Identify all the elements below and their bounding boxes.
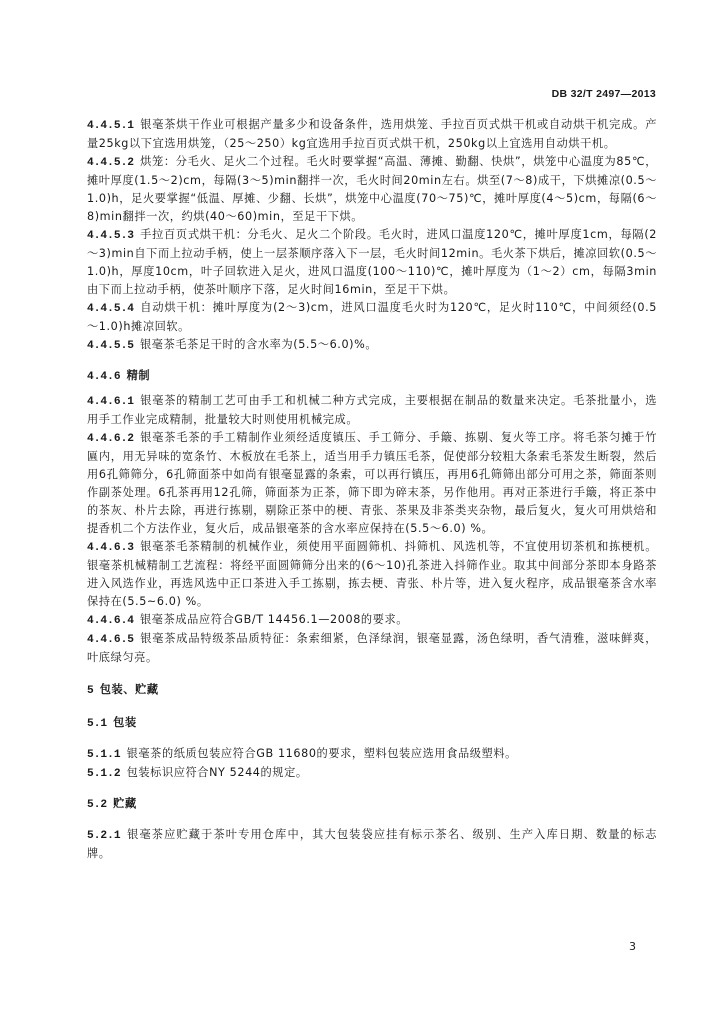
section-heading (87, 367, 657, 386)
clause-text: 银毫茶毛茶的手工精制作业须经适度镇压、手工筛分、手簸、拣剔、复火等工序。将毛茶匀摊于竹匾内，用无异味的宽条竹、木板放在毛茶上，适当用手力镇压毛茶，促使部分较粗大条索毛茶发生断裂，然后用6孔筛筛分，6孔筛面茶中如尚有银毫显露的条索，可以再行镇压，再用6孔筛筛出部分可用之茶，筛面茶则作副茶处理。6孔茶再用12孔筛，筛面茶为正茶，筛下即为碎末茶，另作他用。再对正茶进行手簸，将正茶中的茶灰、朴片去除，再进行拣剔，剔除正茶中的梗、青张、茶果及非茶类夹杂物，最后复火，复火可用烘焙和提香机二个方法作业，复火后，成品银毫茶的含水率应保持在(5.5～6.0) %。 (87, 431, 657, 535)
spacer (87, 814, 657, 826)
clause-text: 银毫茶烘干作业可根据产量多少和设备条件，选用烘笼、手拉百页式烘干机或自动烘干机完成。产量25kg以下宜选用烘笼，（25～250）kg宜选用手拉百页式烘干机，250kg以上宜选用自动烘干机。 (87, 118, 657, 150)
clause-number: 4.4.6.5 (87, 634, 134, 646)
document-body (87, 116, 657, 863)
clause-number: 5.1.1 (87, 749, 121, 761)
clause-paragraph (87, 336, 657, 355)
heading-text: 包装 (113, 716, 137, 729)
clause-number: 4.4.5.2 (87, 157, 134, 169)
clause-text: 烘笼：分毛火、足火二个过程。毛火时要掌握“高温、薄摊、勤翻、快烘”，烘笼中心温度为85℃，摊叶厚度(1.5～2)cm，每隔(3～5)min翻拌一次，毛火时间20min左右。烘至(7～8)成干，下烘摊凉(0.5～1.0)h，足火要掌握“低温、厚摊、少翻、长烘”，烘笼中心温度(70～75)℃，摊叶厚度(4～5)cm，每隔(6～8)min翻拌一次，约烘(40～60)min，至足干下烘。 (87, 155, 657, 223)
clause-paragraph (87, 392, 657, 429)
clause-paragraph (87, 538, 657, 611)
standard-code-header: DB 32/T 2497—2013 (551, 88, 656, 100)
clause-text: 银毫茶的纸质包装应符合GB 11680的要求，塑料包装应选用食品级塑料。 (126, 747, 517, 760)
clause-text: 银毫茶成品应符合GB/T 14456.1—2008的要求。 (140, 613, 409, 626)
heading-text: 精制 (126, 369, 151, 382)
clause-number: 4.4.5.5 (87, 340, 134, 352)
spacer (87, 783, 657, 795)
clause-text: 银毫茶应贮藏于茶叶专用仓库中，其大包装袋应挂有标示茶名、级别、生产入库日期、数量的标志牌。 (87, 828, 657, 860)
clause-text: 包装标识应符合NY 5244的规定。 (126, 766, 308, 779)
clause-paragraph (87, 826, 657, 863)
clause-number: 5 (87, 685, 94, 697)
clause-number: 4.4.6.3 (87, 542, 134, 554)
clause-text: 银毫茶的精制工艺可由手工和机械二种方式完成，主要根据在制品的数量来决定。毛茶批量小，选用手工作业完成精制，批量较大时则使用机械完成。 (87, 394, 657, 426)
spacer (87, 700, 657, 714)
clause-number: 5.2.1 (87, 830, 121, 842)
spacer (87, 733, 657, 745)
spacer (87, 667, 657, 681)
clause-number: 4.4.6.4 (87, 615, 134, 627)
clause-number: 5.1.2 (87, 768, 121, 780)
clause-number: 4.4.6.2 (87, 433, 134, 445)
section-heading (87, 681, 657, 700)
clause-paragraph (87, 226, 657, 299)
clause-number: 4.4.5.3 (87, 230, 134, 242)
clause-text: 银毫茶毛茶精制的机械作业，须使用平面圆筛机、抖筛机、风选机等，不宜使用切茶机和拣梗机。银毫茶机械精制工艺流程：将经平面圆筛筛分出来的(6～10)孔茶进入抖筛作业。取其中间部分茶即本身路茶进入风选作业，再选风选中正口茶进入手工拣剔，拣去梗、青张、朴片等，进入复火程序，成品银毫茶含水率保持在(5.5~6.0) %。 (87, 540, 657, 608)
clause-text: 自动烘干机：摊叶厚度为(2～3)cm，进风口温度毛火时为120℃，足火时110℃，中间须经(0.5～1.0)h摊凉回软。 (87, 301, 657, 333)
clause-number: 4.4.5.4 (87, 303, 134, 315)
heading-text: 贮藏 (113, 797, 137, 810)
section-heading (87, 795, 657, 814)
clause-paragraph (87, 630, 657, 667)
clause-paragraph (87, 745, 657, 764)
clause-paragraph (87, 153, 657, 226)
page-number: 3 (629, 940, 636, 953)
heading-text: 包装、贮藏 (99, 683, 159, 696)
clause-text: 银毫茶成品特级茶品质特征：条索细紧，色泽绿润，银毫显露，汤色绿明，香气清雅，滋味鲜爽，叶底绿匀亮。 (87, 632, 657, 664)
clause-paragraph (87, 429, 657, 538)
clause-paragraph (87, 299, 657, 336)
section-heading (87, 714, 657, 733)
clause-text: 手拉百页式烘干机：分毛火、足火二个阶段。毛火时，进风口温度120℃，摊叶厚度1cm，每隔(2～3)min自下而上拉动手柄，使上一层茶顺序落入下一层，毛火时间12min。毛火茶下烘后，摊凉回软(0.5～1.0)h，厚度10cm，叶子回软进入足火，进风口温度(100～110)℃，摊叶厚度为（1～2）cm，每隔3min由下而上拉动手柄，使茶叶顺序下落，足火时间16min，至足干下烘。 (87, 228, 657, 296)
clause-paragraph (87, 611, 657, 630)
clause-paragraph (87, 116, 657, 153)
clause-number: 4.4.6 (87, 371, 121, 383)
clause-number: 5.2 (87, 799, 108, 811)
clause-paragraph (87, 764, 657, 783)
clause-number: 5.1 (87, 718, 108, 730)
clause-number: 4.4.5.1 (87, 120, 134, 132)
clause-number: 4.4.6.1 (87, 396, 134, 408)
clause-text: 银毫茶毛茶足干时的含水率为(5.5～6.0)%。 (140, 338, 378, 351)
spacer (87, 355, 657, 367)
